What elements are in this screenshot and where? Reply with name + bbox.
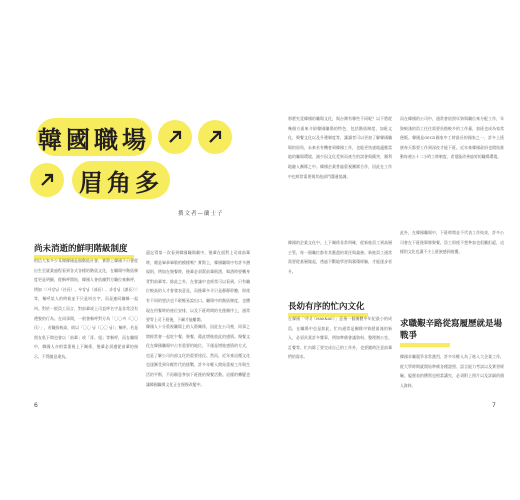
right-column-2c: 韓國求職競爭非常激烈，許多年輕人為了進入大企業工作，從大學時期就開始準備各種證照、語言能力考試以及實習經驗。履歷表的撰寫也相當講究，必須附上照片以及詳細的個人資料。 bbox=[400, 354, 504, 388]
arrow-circle-3 bbox=[30, 163, 64, 197]
body-column-2: 還記得第一次看到韓國職場劇中，後輩在面對上司或前輩時，總是畢恭畢敬的模樣嗎？實際上，韓國職場中有許多潛規則，例如在聚餐時，後輩必須幫前輩倒酒，喝酒時要轉身背對前輩等。除此之外，在會議中也經常可以看到，只有職位較高的人才會發表意見，而後輩多半只是靜靜聆聽，即使有不同的想法也不敢輕易說出口。職場中的階級制度，也體現在用餐時的座位安排，以及下班時間的先後順序上，通常要等上司下班後，下屬才能離開。 bbox=[146, 250, 250, 323]
right-column-2b: 此外，在韓國職場中，下班時間並不代表工作結束，許多公司會在下班後舉辦聚餐，員工即使不想參加也很難拒絕，這樣的文化也讓不少上班族感到疲憊。 bbox=[400, 230, 504, 255]
title-line-2: 眉角多 bbox=[79, 168, 163, 197]
arrow-up-right-icon bbox=[165, 127, 185, 147]
section-heading-2: 長幼有序的忙內文化 bbox=[288, 302, 365, 312]
body-column-3: 韓國人十分重視職場上的人際關係，因此在公司裡，同事之間經常會一起吃午餐、聚餐，藉此增進彼此的感情。聚餐文化在韓國職場中占有重要的地位，不僅是增進感情的方式，也是了解公司內部文化的重要途徑。然而，近年來這種文化也逐漸受到年輕世代的挑戰，許多年輕人開始重視工作與生活的平衡，不再願意參加下班後的聚餐活動。這樣的轉變也讓韓國職場文化正在慢慢改變中。 bbox=[146, 324, 250, 387]
arrow-up-right-icon bbox=[205, 127, 225, 147]
arrow-circle-1 bbox=[158, 120, 192, 154]
title-pill-2 bbox=[72, 161, 170, 199]
page-number-right: 7 bbox=[492, 402, 496, 409]
heading-underline-3 bbox=[400, 343, 450, 347]
right-column-2a: 而在韓國的公司中，通常會依照年資與職位來分配工作，年資較淺的員工往往需要負擔較多的工作量，加班也成為家常便飯。韓國是OECD國家中工時最長的國家之一，許多上班族每天都要工作到深夜才能下班。近年來韓國政府也開始推動每週五十二小時工時制度，希望能改善過勞的職場環境。 bbox=[400, 116, 504, 160]
title-line-1: 韓國職場 bbox=[38, 125, 150, 154]
right-column-1b: 韓國的企業文化中，上下關係非常明確，從新進員工到高層主管，每一個職位都有其應盡的責任與義務。新進員工通常需要從基層做起，透過不斷地學習與累積經驗，才能逐步晉升。 bbox=[288, 240, 392, 274]
arrow-circle-2 bbox=[198, 120, 232, 154]
section-heading: 尚未消逝的鮮明階級制度 bbox=[34, 244, 128, 254]
section-heading-3: 求職艱辛路從寫履歷就是場戰爭 bbox=[400, 319, 503, 341]
section-heading-block-3 bbox=[400, 318, 504, 347]
arrow-up-right-icon bbox=[37, 170, 57, 190]
right-page bbox=[260, 0, 520, 500]
right-column-1c: 在韓國「막내（MAKNAE）」意指一個團體中年紀最小的成員，在職場中也是如此，忙內通常是團隊中資歷最淺的新人，必須負責許多雜事，例如準備會議資料、整理辦公室、訂餐等。忙內除了要完成自己的工作外，也要隨時注意前輩們的需求。 bbox=[288, 316, 392, 360]
title-pill-1 bbox=[36, 118, 152, 156]
page-number-left: 6 bbox=[34, 402, 38, 409]
right-column-1a: 那麼究竟韓國的職場文化，與台灣有哪些不同呢？以下將從幾個方面來介紹韓國職場的特色，包括階級制度、加班文化、聚餐文化以及升遷制度等，讓讀者可以更加了解韓國職場的眉角，未來若有機會到韓國工作，也能更快速地適應當地的職場環境，減少因文化差異而產生的誤會與衝突，順利地融入團隊之中。韓國企業普遍重視團隊合作，因此在工作中也經常需要與其他部門溝通協調。 bbox=[288, 116, 392, 179]
body-column-1: 相信大家多少耳聞韓國是個階級社會，實際上韓國不只會從出生至就業過程看到各式各樣的階級文化，在職場中階級制度更是明顯，從稱呼開始，韓國人會依據對方職位來稱呼，例如〈〈사장님（社長）、부장님（部長）、과장님（課長）〉〉等，稱呼某人的時候並不只是叫名字，而是連同職稱一起叫。對於一般員工而言，對前輩或上司直呼名字是非常沒有禮貌的行為。在同事間，一般會稱呼對方為「〇〇씨（〇〇氏）」，若職級較高，則以「〇〇 님（〇〇 님）」稱呼。若是朋友私下間也會以「前輩」或「哥、姐」等稱呼，而在職場中，韓國人亦相當重視上下關係，後輩必須遵從前輩的指示，不得隨意違抗。 bbox=[34, 258, 138, 359]
author-credit: 撰文者—蘭士子 bbox=[178, 211, 224, 217]
